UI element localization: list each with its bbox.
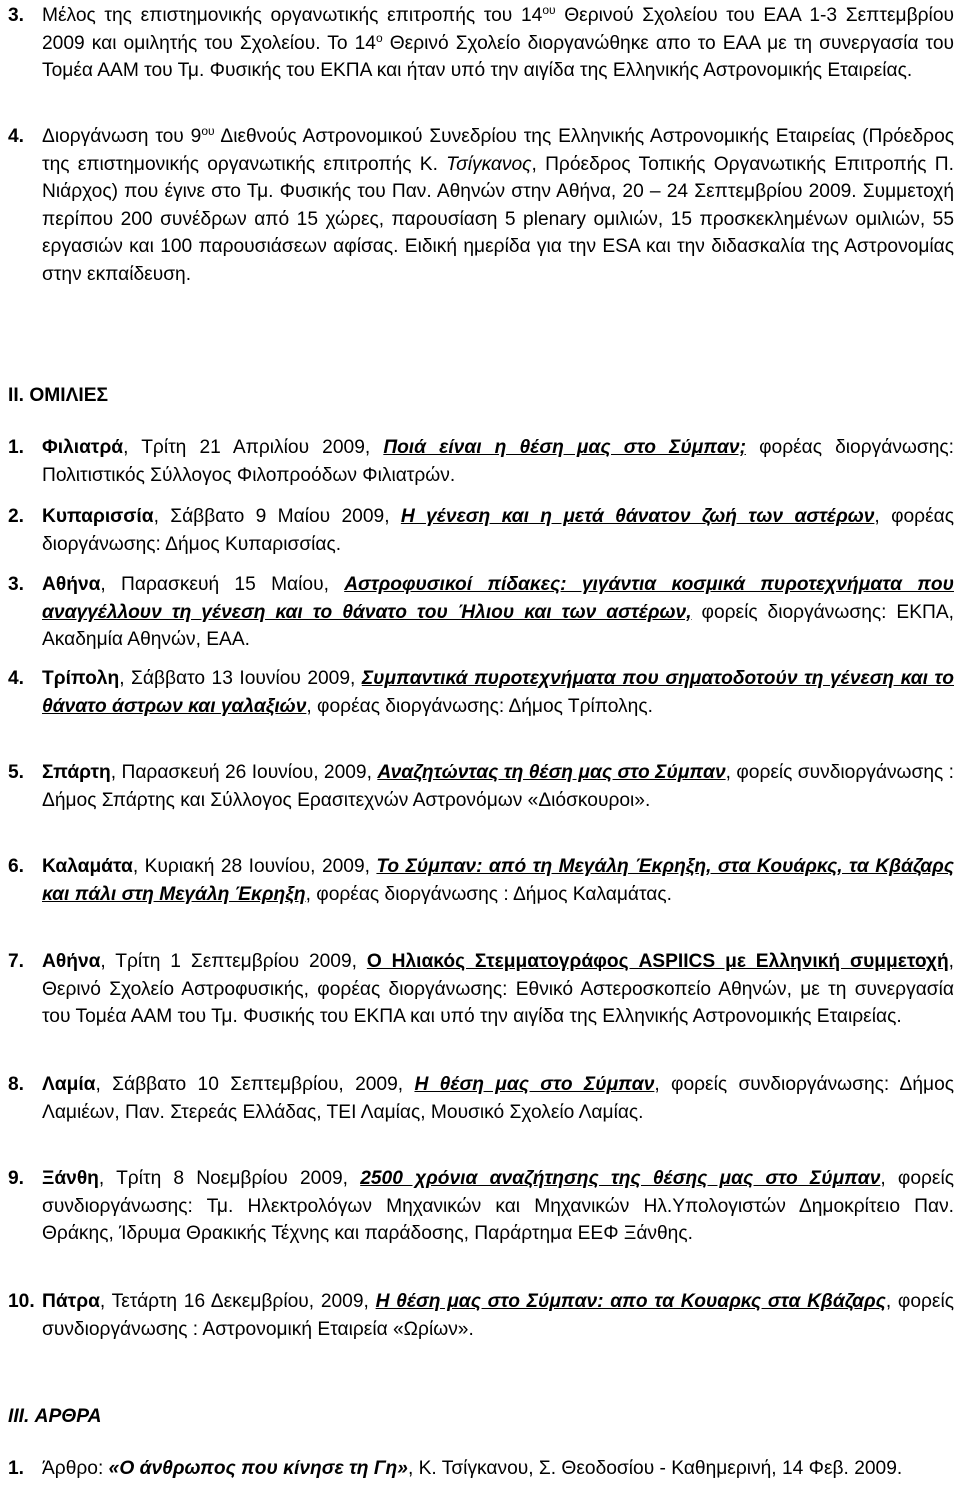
talk-organizer: , φορείς συνδιοργάνωσης : Δήμος Σπάρτης και Σύλλογος Ερασιτεχνών Αστρονόμων «Διόσκουροι».	[42, 762, 954, 811]
activity-item-3	[8, 2, 954, 85]
talk-organizer: , φορέας διοργάνωσης: Δήμος Τρίπολης.	[306, 695, 653, 717]
talk-item	[8, 571, 954, 654]
item-number: 6.	[8, 856, 25, 877]
talk-place: Λαμία	[42, 1074, 96, 1095]
superscript: ο	[375, 30, 383, 45]
article-details: , Κ. Τσίγκανου, Σ. Θεοδοσίου - Καθημερινή, 14 Φεβ. 2009.	[407, 1458, 903, 1479]
talk-place: Αθήνα	[42, 951, 101, 972]
talk-item	[8, 665, 954, 720]
superscript: ου	[201, 124, 215, 138]
talk-title: Η θέση μας στο Σύμπαν	[414, 1074, 655, 1095]
item-number: 3.	[8, 574, 25, 595]
item-text: Θερινού Σχολείου του ΕΑΑ 1-3 Σεπτεμβρίου 2009 και ομιλητής του Σχολείου. Το 14	[42, 5, 954, 54]
talk-date: , Τρίτη 21 Απριλίου 2009,	[123, 437, 384, 458]
item-text: Διοργάνωση του 9	[42, 126, 202, 147]
talk-date: , Παρασκευή 15 Μαίου,	[100, 574, 345, 595]
talk-date: , Κυριακή 28 Ιουνίου, 2009,	[132, 856, 377, 877]
talk-organizer: φορέας διοργάνωσης: Πολιτιστικός Σύλλογος Φιλοπροόδων Φιλιατρών.	[42, 437, 955, 486]
item-number: 4.	[8, 126, 25, 147]
talk-organizer: , φορείς συνδιοργάνωσης: Τμ. Ηλεκτρολόγων Μηχανικών και Μηχανικών Ηλ.Υπολογιστών Δημοκρίτειο Παν. Θράκης, Ίδρυμα Θρακικής Τέχνης και παράδοσης, Παράρτημα ΕΕΦ Ξάνθης.	[42, 1168, 954, 1244]
item-number: 5.	[8, 762, 25, 783]
talk-organizer: , φορέας διοργάνωσης : Δήμος Καλαμάτας.	[305, 883, 672, 905]
item-text: Θερινό Σχολείο διοργανώθηκε απο το ΕΑΑ με τη συνεργασία του Τομέα ΑΑΜ του Τμ. Φυσικής του ΕΚΠΑ και ήταν υπό την αιγίδα της Ελληνικής Αστρονομικής Εταιρείας.	[42, 32, 954, 81]
superscript: ου	[542, 3, 556, 17]
talk-title: Η θέση μας στο Σύμπαν: απο τα Κουαρκς στα Κβάζαρς	[375, 1291, 886, 1312]
talk-title: Αναζητώντας τη θέση μας στο Σύμπαν	[377, 762, 726, 783]
talk-place: Αθήνα	[42, 574, 101, 595]
talk-organizer: , φορείς συνδιοργάνωσης: Δήμος Λαμιέων, Παν. Στερεάς Ελλάδας, ΤΕΙ Λαμίας, Μουσικό Σχολείο Λαμίας.	[42, 1074, 954, 1123]
item-text: Μέλος της επιστημονικής οργανωτικής επιτροπής του 14	[42, 5, 543, 26]
item-number: 9.	[8, 1168, 25, 1189]
item-text: Διεθνούς Αστρονομικού Συνεδρίου της Ελληνικής Αστρονομικής Εταιρείας (Πρόεδρος της επιστημονικής οργανωτικής επιτροπής Κ.	[42, 126, 955, 175]
talk-item	[8, 1165, 954, 1248]
talk-place: Καλαμάτα	[42, 856, 133, 877]
talk-organizer: , Θερινό Σχολείο Αστροφυσικής, φορέας διοργάνωσης: Εθνικό Αστεροσκοπείο Αθηνών, με τη συνεργασία του Τομέα ΑΑΜ του Τμ. Φυσικής του ΕΚΠΑ και υπό την αιγίδα της Ελληνικής Αστρονομικής Εταιρείας.	[42, 951, 955, 1027]
talk-title: Ποιά είναι η θέση μας στο Σύμπαν;	[383, 437, 746, 458]
talk-place: Κυπαρισσία	[42, 506, 154, 527]
item-number: 4.	[8, 668, 25, 689]
talk-item	[8, 503, 954, 558]
talk-date: , Σάββατο 13 Ιουνίου 2009,	[119, 668, 362, 689]
item-number: 10.	[8, 1291, 35, 1312]
item-text: , Πρόεδρος Τοπικής Οργανωτικής Επιτροπής Π. Νιάρχος) που έγινε στο Τμ. Φυσικής του Παν. Αθηνών στην Αθήνα, 20 – 24 Σεπτεμβρίου 2009. Συμμετοχή περίπου 200 συνέδρων από 15 χώρες, παρουσίαση 5 plenary ομιλιών, 15 προσκεκλημένων ομιλιών, 55 εργασιών και 100 παρουσιάσεων αφίσας. Ειδική ημερίδα για την ESA και την διδασκαλία της Αστρονομίας στην εκπαίδευση.	[42, 153, 954, 285]
item-number: 7.	[8, 951, 25, 972]
talk-title: Ο Ηλιακός Στεμματογράφος ASPIICS με Ελληνική συμμετοχή	[366, 951, 949, 972]
item-number: 1.	[8, 1458, 25, 1479]
talk-date: , Σάββατο 9 Μαίου 2009,	[153, 506, 401, 527]
talk-item	[8, 1071, 954, 1126]
talk-item	[8, 853, 954, 908]
talk-item	[8, 434, 954, 489]
talk-organizer: , φορέας διοργάνωσης: Δήμος Κυπαρισσίας.	[42, 506, 954, 555]
talk-organizer: φορείς διοργάνωσης: ΕΚΠΑ, Ακαδημία Αθηνών, ΕΑΑ.	[42, 601, 954, 650]
talk-title: Το Σύμπαν: από τη Μεγάλη Έκρηξη, στα Κουάρκς, τα Κβάζαρς και πάλι στη Μεγάλη Έκρηξη	[42, 856, 954, 905]
section-heading-articles: III. ΑΡΘΡΑ	[8, 1406, 102, 1427]
item-number: 3.	[8, 5, 25, 26]
talk-date: , Παρασκευή 26 Ιουνίου, 2009,	[110, 762, 378, 783]
talk-place: Τρίπολη	[42, 668, 120, 689]
talk-title: Η γένεση και η μετά θάνατον ζωή των αστέρων	[400, 506, 875, 527]
article-title: «Ο άνθρωπος που κίνησε τη Γη»	[108, 1458, 408, 1479]
article-item	[8, 1455, 954, 1483]
talk-place: Φιλιατρά	[42, 437, 124, 458]
talk-organizer: , φορείς συνδιοργάνωσης : Αστρονομική Εταιρεία «Ωρίων».	[42, 1291, 954, 1340]
talk-place: Σπάρτη	[42, 762, 111, 783]
talk-item	[8, 948, 954, 1031]
talk-place: Πάτρα	[42, 1291, 100, 1312]
talk-title: Αστροφυσικοί πίδακες: γιγάντια κοσμικά πυροτεχνήματα που αναγγέλλουν τη γένεση και το θάνατο του Ήλιου και των αστέρων,	[42, 574, 954, 623]
talk-date: , Τρίτη 8 Νοεμβρίου 2009,	[98, 1168, 361, 1189]
talk-item	[8, 759, 954, 814]
talk-date: , Τρίτη 1 Σεπτεμβρίου 2009,	[100, 951, 367, 972]
talk-title: Συμπαντικά πυροτεχνήματα που σηματοδοτούν τη γένεση και το θάνατο άστρων και γαλαξιών	[42, 668, 954, 717]
activity-item-4	[8, 123, 954, 288]
item-number: 1.	[8, 437, 25, 458]
talk-date: , Τετάρτη 16 Δεκεμβρίου, 2009,	[99, 1291, 376, 1312]
section-heading-talks: II. ΟΜΙΛΙΕΣ	[8, 385, 109, 406]
item-number: 8.	[8, 1074, 25, 1095]
item-italic-name: Τσίγκανος	[446, 153, 532, 175]
talk-place: Ξάνθη	[42, 1168, 99, 1189]
talk-item	[8, 1288, 954, 1343]
article-prefix: Άρθρο:	[42, 1458, 109, 1479]
item-number: 2.	[8, 506, 25, 527]
talk-date: , Σάββατο 10 Σεπτεμβρίου, 2009,	[95, 1074, 415, 1095]
talk-title: 2500 χρόνια αναζήτησης της θέσης μας στο Σύμπαν	[360, 1168, 881, 1189]
